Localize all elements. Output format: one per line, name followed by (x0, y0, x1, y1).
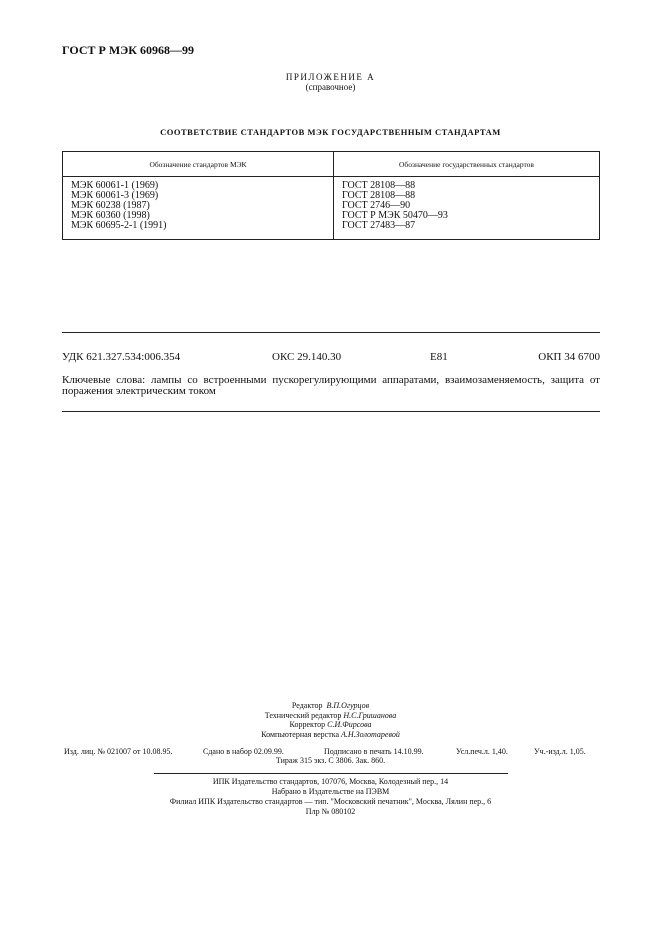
oks-code: ОКС 29.140.30 (272, 351, 342, 363)
circulation-line: Тираж 315 экз. С 3806. Зак. 860. (275, 756, 386, 765)
gost-standard: ГОСТ 27483—87 (342, 220, 416, 231)
corrector-name: С.И.Фирсова (327, 720, 372, 730)
tech-editor-name: Н.С.Гришанова (343, 710, 397, 720)
gost-cell (334, 177, 600, 240)
divider-imprint (154, 773, 508, 774)
table-row (63, 177, 600, 240)
col-iec-header: Обозначение стандартов МЭК (63, 152, 334, 177)
gost-standard: ГОСТ 28108—88 (342, 190, 416, 201)
e-code: Е81 (430, 351, 448, 363)
layout-name: А.Н.Золотаревой (341, 729, 400, 739)
tech-editor-line (0, 711, 661, 721)
col-gost-header: Обозначение государственных стандартов (334, 152, 600, 177)
imprint (0, 777, 661, 817)
editor-label: Редактор (291, 701, 323, 710)
keywords: Ключевые слова: лампы со встроенными пускорегулирующими аппаратами, взаимозаменяемость, защита от поражения электрическим током (62, 374, 600, 397)
iec-standard: МЭК 60061-3 (1969) (71, 190, 159, 201)
tech-editor-label: Технический редактор (264, 710, 342, 720)
layout-label: Компьютерная верстка (261, 729, 340, 739)
standards-table (62, 151, 600, 240)
appendix-title: ПРИЛОЖЕНИЕ А (285, 72, 376, 82)
gost-standard: ГОСТ Р МЭК 50470—93 (342, 210, 448, 221)
iec-standard: МЭК 60061-1 (1969) (71, 180, 159, 191)
table-header-row (63, 152, 600, 177)
divider-top (62, 332, 600, 333)
gost-standard: ГОСТ 28108—88 (342, 180, 416, 191)
sent-to-typesetting: Сдано в набор 02.09.99. (203, 747, 284, 756)
udk-code: УДК 621.327.534:006.354 (62, 351, 181, 363)
gost-standard: ГОСТ 2746—90 (342, 200, 411, 211)
appendix-subtitle: (справочное) (305, 82, 356, 92)
editor-name: В.П.Огурцов (326, 701, 370, 710)
imprint-line: Плр № 080102 (305, 807, 356, 816)
credits (0, 701, 661, 739)
iec-standard: МЭК 60695-2-1 (1991) (71, 220, 167, 231)
iec-standard: МЭК 60238 (1987) (71, 200, 150, 211)
corrector-label: Корректор (289, 720, 326, 730)
editor-line (0, 701, 661, 711)
signed-to-print: Подписано в печать 14.10.99. (324, 747, 424, 756)
print-sheets: Усл.печ.л. 1,40. (456, 747, 508, 756)
table-title: СООТВЕТСТВИЕ СТАНДАРТОВ МЭК ГОСУДАРСТВЕННЫМ СТАНДАРТАМ (160, 127, 501, 137)
imprint-line: Набрано в Издательстве на ПЭВМ (271, 787, 390, 796)
document-code: ГОСТ Р МЭК 60968—99 (62, 43, 194, 57)
layout-line (0, 730, 661, 740)
imprint-line: ИПК Издательство стандартов, 107076, Москва, Колодезный пер., 14 (212, 777, 449, 786)
iec-cell (63, 177, 334, 240)
imprint-line: Филиал ИПК Издательство стандартов — тип. "Московский печатник", Москва, Лялин пер., 6 (169, 797, 492, 806)
license: Изд. лиц. № 021007 от 10.08.95. (64, 747, 173, 756)
corrector-line (0, 720, 661, 730)
divider-bottom (62, 411, 600, 412)
okp-code: ОКП 34 6700 (538, 351, 600, 363)
iec-standard: МЭК 60360 (1998) (71, 210, 150, 221)
publisher-sheets: Уч.-изд.л. 1,05. (534, 747, 586, 756)
